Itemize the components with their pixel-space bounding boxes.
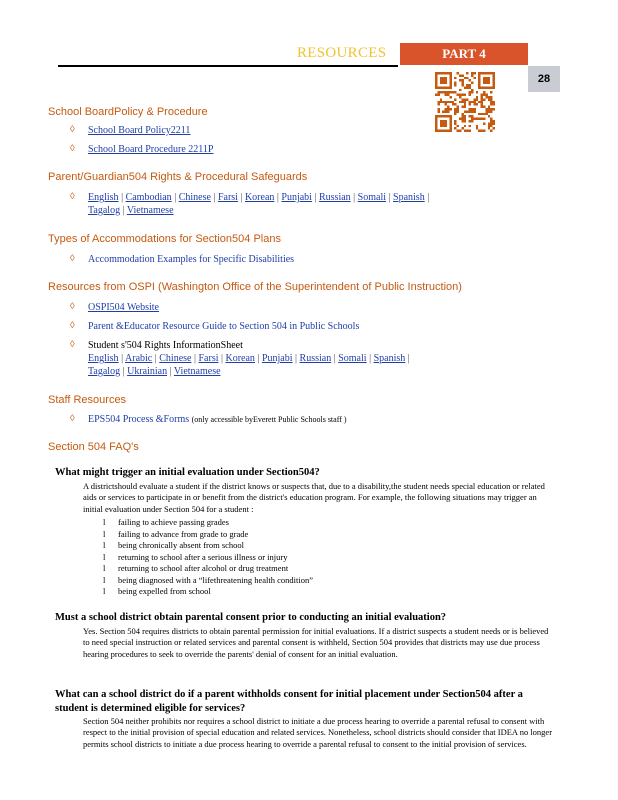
language-link-spanish[interactable]: Spanish: [393, 192, 425, 203]
link-board-procedure[interactable]: School Board Procedure 2211P: [88, 144, 214, 155]
separator: |: [311, 192, 319, 203]
list-item: being diagnosed with a “lifethreatening health condition”: [118, 574, 313, 585]
faq-answer-3: Section 504 neither prohibits nor requires a school district to initiate a due process hearing to override a parental refusal to consent with respect to the initial provision of special education and related services. Nonetheless, school districts should consider that IDEA no longer permits school districts to initiate a due process hearing to override a parental refusal to consent to the initial provision of services.: [83, 716, 553, 749]
section-title-parent: Parent/Guardian504 Rights & Procedural Safeguards: [48, 171, 308, 183]
part-badge: PART 4: [400, 43, 528, 65]
bullet-icon: ◊: [70, 340, 75, 350]
ospi-language-links: [88, 352, 410, 365]
bullet-icon: ◊: [70, 125, 75, 135]
bullet-icon: ◊: [70, 302, 75, 312]
separator: |: [210, 192, 218, 203]
separator: |: [120, 366, 128, 377]
faq-question-3-cont: student is determined eligible for services?: [55, 703, 246, 714]
language-link-vietnamese[interactable]: Vietnamese: [173, 366, 221, 377]
separator: |: [218, 353, 226, 364]
language-link-tagalog[interactable]: Tagalog: [88, 366, 121, 377]
link-board-policy[interactable]: School Board Policy2211: [88, 125, 191, 136]
separator: |: [366, 353, 374, 364]
language-link-korean[interactable]: Korean: [225, 353, 255, 364]
language-link-chinese[interactable]: Chinese: [159, 353, 192, 364]
section-title-ospi: Resources from OSPI (Washington Office of the Superintendent of Public Instruction): [48, 281, 462, 293]
separator: |: [386, 192, 394, 203]
separator: |: [292, 353, 300, 364]
language-link-arabic[interactable]: Arabic: [125, 353, 153, 364]
separator: |: [350, 192, 358, 203]
list-bullet-icon: l: [103, 563, 106, 573]
list-item: returning to school after a serious illness or injury: [118, 551, 288, 562]
bullet-icon: ◊: [70, 414, 75, 424]
ospi-language-links-2: [88, 365, 221, 378]
list-item: failing to advance from grade to grade: [118, 528, 249, 539]
separator: |: [120, 205, 127, 216]
language-link-english[interactable]: English: [88, 353, 119, 364]
separator: |: [274, 192, 282, 203]
list-item: failing to achieve passing grades: [118, 517, 229, 527]
header-rule: [58, 65, 398, 67]
separator: |: [118, 192, 126, 203]
separator: |: [405, 353, 410, 364]
separator: |: [424, 192, 430, 203]
language-link-vietnamese[interactable]: Vietnamese: [126, 205, 174, 216]
separator: |: [167, 366, 174, 377]
separator: |: [254, 353, 262, 364]
header-title: RESOURCES: [297, 45, 387, 61]
language-link-cambodian[interactable]: Cambodian: [125, 192, 172, 203]
language-link-russian[interactable]: Russian: [299, 353, 332, 364]
bullet-icon: ◊: [70, 321, 75, 331]
faq-answer-2: Yes. Section 504 requires districts to obtain parental permission for initial evaluations. If a district suspects a student needs or is believed to need special instruction or related services and parental consent is withheld, Section 504 provides that districts may use due process hearing procedures to seek to override the parents' denial of consent for an initial evaluation.: [83, 626, 549, 659]
language-link-spanish[interactable]: Spanish: [373, 353, 406, 364]
separator: |: [118, 353, 126, 364]
language-link-ukrainian[interactable]: Ukrainian: [127, 366, 168, 377]
student-rights-sheet-label: Student s'504 Rights InformationSheet: [88, 340, 243, 351]
faq-question-3: What can a school district do if a parent withholds consent for initial placement under Section504 after a: [55, 689, 523, 700]
list-bullet-icon: l: [103, 586, 106, 596]
bullet-icon: ◊: [70, 192, 75, 202]
section-title-staff: Staff Resources: [48, 394, 127, 406]
faq-answer-1: A districtshould evaluate a student if the district knows or suspects that, due to a disability,the student needs special education or related aids or services to participate in or benefit from the district's education program. For example, the following situations may trigger an initial evaluation under Section 504 for a student :: [83, 481, 545, 514]
link-ospi-website[interactable]: OSPI504 Website: [88, 302, 159, 313]
list-bullet-icon: l: [103, 517, 106, 527]
parent-language-links: [88, 191, 429, 204]
qr-code-icon[interactable]: [435, 72, 495, 132]
language-link-chinese[interactable]: Chinese: [178, 192, 211, 203]
language-link-somali[interactable]: Somali: [357, 192, 387, 203]
language-link-punjabi[interactable]: Punjabi: [261, 353, 293, 364]
list-bullet-icon: l: [103, 528, 106, 539]
language-link-punjabi[interactable]: Punjabi: [281, 192, 312, 203]
list-bullet-icon: l: [103, 574, 106, 585]
link-eps504-forms[interactable]: EPS504 Process &Forms: [88, 414, 190, 425]
separator: |: [191, 353, 199, 364]
language-link-russian[interactable]: Russian: [318, 192, 351, 203]
page-number: 28: [528, 66, 560, 92]
language-link-english[interactable]: English: [88, 192, 119, 203]
language-link-somali[interactable]: Somali: [338, 353, 367, 364]
link-accommodation-examples[interactable]: Accommodation Examples for Specific Disabilities: [88, 254, 295, 265]
list-item: being chronically absent from school: [118, 540, 245, 550]
list-bullet-icon: l: [103, 540, 106, 550]
section-title-faq: Section 504 FAQ's: [48, 441, 139, 453]
list-bullet-icon: l: [103, 551, 106, 562]
language-link-farsi[interactable]: Farsi: [198, 353, 219, 364]
link-parent-educator-guide[interactable]: Parent &Educator Resource Guide to Section 504 in Public Schools: [88, 321, 360, 332]
staff-resources-item: [88, 413, 347, 426]
separator: |: [331, 353, 339, 364]
separator: |: [237, 192, 245, 203]
list-item: being expelled from school: [118, 586, 211, 596]
list-item: returning to school after alcohol or drug treatment: [118, 563, 289, 573]
faq-question-2: Must a school district obtain parental consent prior to conducting an initial evaluation?: [55, 612, 447, 623]
bullet-icon: ◊: [70, 254, 75, 264]
faq-question-1: What might trigger an initial evaluation under Section504?: [55, 467, 320, 478]
separator: |: [171, 192, 179, 203]
parent-language-links-2: [88, 204, 174, 217]
section-title-accommodations: Types of Accommodations for Section504 Plans: [48, 233, 281, 245]
separator: |: [152, 353, 160, 364]
staff-access-note: (only accessible byEverett Public Schools staff ): [191, 415, 347, 424]
language-link-tagalog[interactable]: Tagalog: [88, 205, 121, 216]
language-link-korean[interactable]: Korean: [244, 192, 275, 203]
language-link-farsi[interactable]: Farsi: [217, 192, 238, 203]
section-title-policy: School BoardPolicy & Procedure: [48, 106, 208, 118]
bullet-icon: ◊: [70, 144, 75, 154]
